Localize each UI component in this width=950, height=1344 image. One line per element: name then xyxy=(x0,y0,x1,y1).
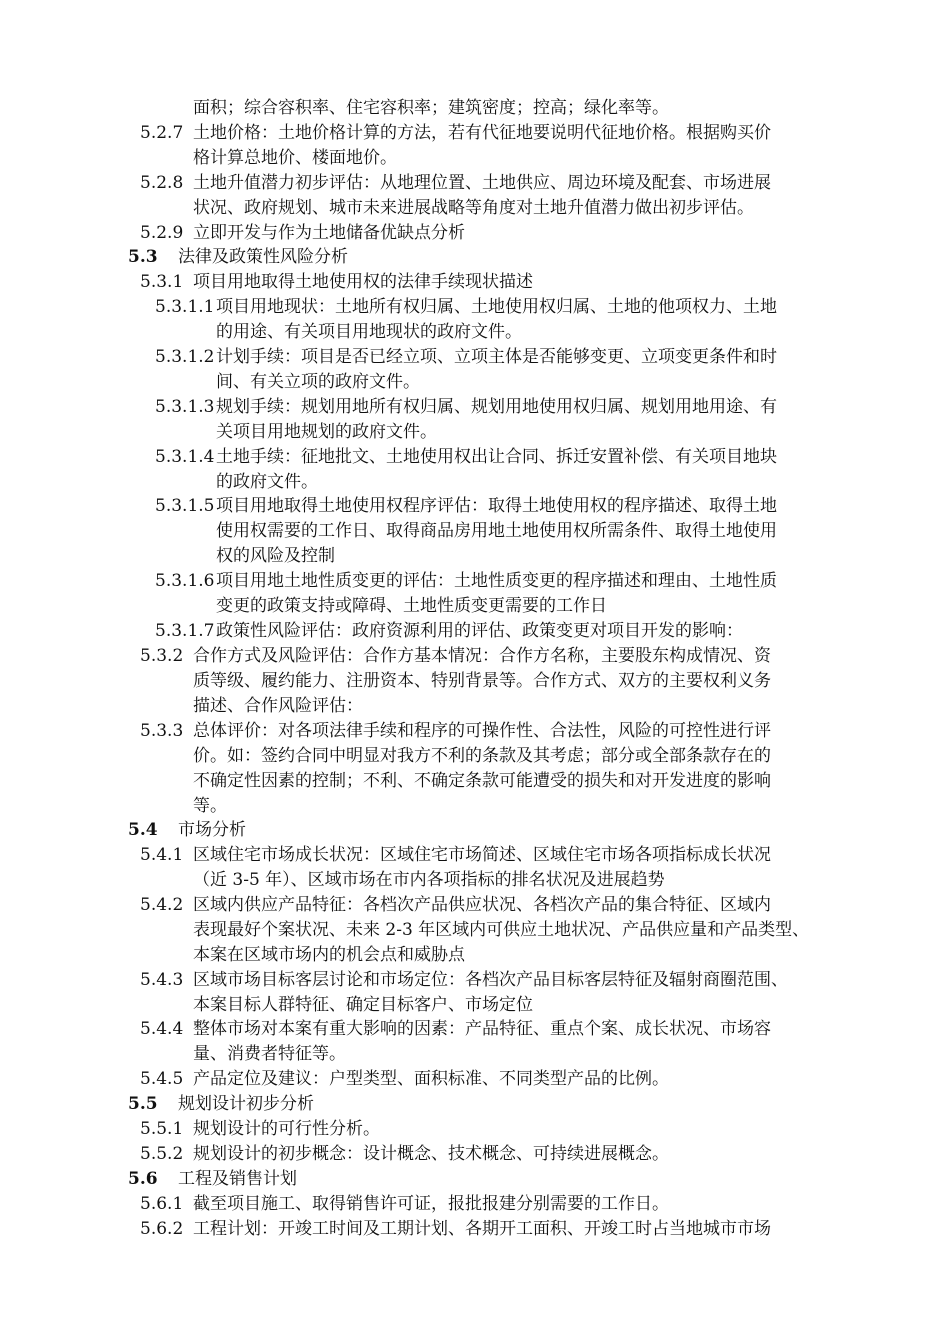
text-line: 权的风险及控制 xyxy=(216,546,335,566)
text-line: 市场分析 xyxy=(178,820,246,840)
item-number: 5.2.9 xyxy=(140,223,184,243)
text-line: 项目用地现状：土地所有权归属、土地使用权归属、土地的他项权力、土地 xyxy=(216,297,777,317)
text-line: （近 3-5 年）、区域市场在市内各项指标的排名状况及进展趋势 xyxy=(193,870,665,890)
text-line: 描述、合作风险评估： xyxy=(193,696,363,716)
text-line: 面积；综合容积率、住宅容积率；建筑密度；控高；绿化率等。 xyxy=(193,98,669,118)
item-number: 5.5.2 xyxy=(140,1144,184,1164)
section-number: 5.4 xyxy=(128,820,158,840)
item-number: 5.3.1.1 xyxy=(155,297,215,317)
item-number: 5.6.2 xyxy=(140,1219,184,1239)
text-line: 规划设计的初步概念：设计概念、技术概念、可持续进展概念。 xyxy=(193,1144,669,1164)
text-line: 本案目标人群特征、确定目标客户、市场定位 xyxy=(193,995,533,1015)
item-number: 5.4.3 xyxy=(140,970,184,990)
text-line: 合作方式及风险评估：合作方基本情况：合作方名称，主要股东构成情况、资 xyxy=(193,646,771,666)
text-line: 表现最好个案状况、未来 2-3 年区域内可供应土地状况、产品供应量和产品类型、 xyxy=(193,920,810,940)
item-number: 5.4.1 xyxy=(140,845,184,865)
text-line: 规划手续：规划用地所有权归属、规划用地使用权归属、规划用地用途、有 xyxy=(216,397,777,417)
text-line: 价。如：签约合同中明显对我方不利的条款及其考虑；部分或全部条款存在的 xyxy=(193,746,771,766)
text-line: 土地升值潜力初步评估：从地理位置、土地供应、周边环境及配套、市场进展 xyxy=(193,173,771,193)
item-number: 5.3.2 xyxy=(140,646,184,666)
item-number: 5.2.7 xyxy=(140,123,184,143)
section-number: 5.5 xyxy=(128,1094,158,1114)
item-number: 5.3.3 xyxy=(140,721,184,741)
text-line: 政策性风险评估：政府资源利用的评估、政策变更对项目开发的影响： xyxy=(216,621,743,641)
item-number: 5.3.1.6 xyxy=(155,571,215,591)
text-line: 区域住宅市场成长状况：区域住宅市场简述、区域住宅市场各项指标成长状况 xyxy=(193,845,771,865)
text-line: 规划设计的可行性分析。 xyxy=(193,1119,380,1139)
item-number: 5.4.4 xyxy=(140,1019,184,1039)
section-number: 5.6 xyxy=(128,1169,158,1189)
text-line: 区域内供应产品特征：各档次产品供应状况、各档次产品的集合特征、区域内 xyxy=(193,895,771,915)
text-line: 等。 xyxy=(193,796,227,816)
text-line: 本案在区域市场内的机会点和威胁点 xyxy=(193,945,465,965)
item-number: 5.5.1 xyxy=(140,1119,184,1139)
text-line: 项目用地土地性质变更的评估：土地性质变更的程序描述和理由、土地性质 xyxy=(216,571,777,591)
text-line: 的政府文件。 xyxy=(216,472,318,492)
text-line: 项目用地取得土地使用权程序评估：取得土地使用权的程序描述、取得土地 xyxy=(216,496,777,516)
text-line: 整体市场对本案有重大影响的因素：产品特征、重点个案、成长状况、市场容 xyxy=(193,1019,771,1039)
item-number: 5.2.8 xyxy=(140,173,184,193)
item-number: 5.6.1 xyxy=(140,1194,184,1214)
item-number: 5.3.1.2 xyxy=(155,347,215,367)
text-line: 量、消费者特征等。 xyxy=(193,1044,346,1064)
item-number: 5.4.5 xyxy=(140,1069,184,1089)
text-line: 工程计划：开竣工时间及工期计划、各期开工面积、开竣工时占当地城市市场 xyxy=(193,1219,771,1239)
text-line: 使用权需要的工作日、取得商品房用地土地使用权所需条件、取得土地使用 xyxy=(216,521,777,541)
text-line: 截至项目施工、取得销售许可证，报批报建分别需要的工作日。 xyxy=(193,1194,669,1214)
text-line: 土地价格：土地价格计算的方法，若有代征地要说明代征地价格。根据购买价 xyxy=(193,123,771,143)
item-number: 5.3.1.7 xyxy=(155,621,215,641)
text-line: 项目用地取得土地使用权的法律手续现状描述 xyxy=(193,272,533,292)
item-number: 5.4.2 xyxy=(140,895,184,915)
text-line: 间、有关立项的政府文件。 xyxy=(216,372,420,392)
text-line: 立即开发与作为土地储备优缺点分析 xyxy=(193,223,465,243)
text-line: 法律及政策性风险分析 xyxy=(178,247,348,267)
text-line: 关项目用地规划的政府文件。 xyxy=(216,422,437,442)
item-number: 5.3.1.3 xyxy=(155,397,215,417)
section-number: 5.3 xyxy=(128,247,158,267)
text-line: 工程及销售计划 xyxy=(178,1169,297,1189)
text-line: 状况、政府规划、城市未来进展战略等角度对土地升值潜力做出初步评估。 xyxy=(193,198,754,218)
item-number: 5.3.1.4 xyxy=(155,447,215,467)
text-line: 不确定性因素的控制；不利、不确定条款可能遭受的损失和对开发进度的影响 xyxy=(193,771,771,791)
text-line: 格计算总地价、楼面地价。 xyxy=(193,148,397,168)
item-number: 5.3.1 xyxy=(140,272,184,292)
text-line: 变更的政策支持或障碍、土地性质变更需要的工作日 xyxy=(216,596,607,616)
text-line: 总体评价：对各项法律手续和程序的可操作性、合法性，风险的可控性进行评 xyxy=(193,721,771,741)
text-line: 的用途、有关项目用地现状的政府文件。 xyxy=(216,322,522,342)
item-number: 5.3.1.5 xyxy=(155,496,215,516)
text-line: 区域市场目标客层讨论和市场定位：各档次产品目标客层特征及辐射商圈范围、 xyxy=(193,970,788,990)
text-line: 产品定位及建议：户型类型、面积标准、不同类型产品的比例。 xyxy=(193,1069,669,1089)
text-line: 土地手续：征地批文、土地使用权出让合同、拆迁安置补偿、有关项目地块 xyxy=(216,447,777,467)
text-line: 质等级、履约能力、注册资本、特别背景等。合作方式、双方的主要权利义务 xyxy=(193,671,771,691)
text-line: 计划手续：项目是否已经立项、立项主体是否能够变更、立项变更条件和时 xyxy=(216,347,777,367)
text-line: 规划设计初步分析 xyxy=(178,1094,314,1114)
